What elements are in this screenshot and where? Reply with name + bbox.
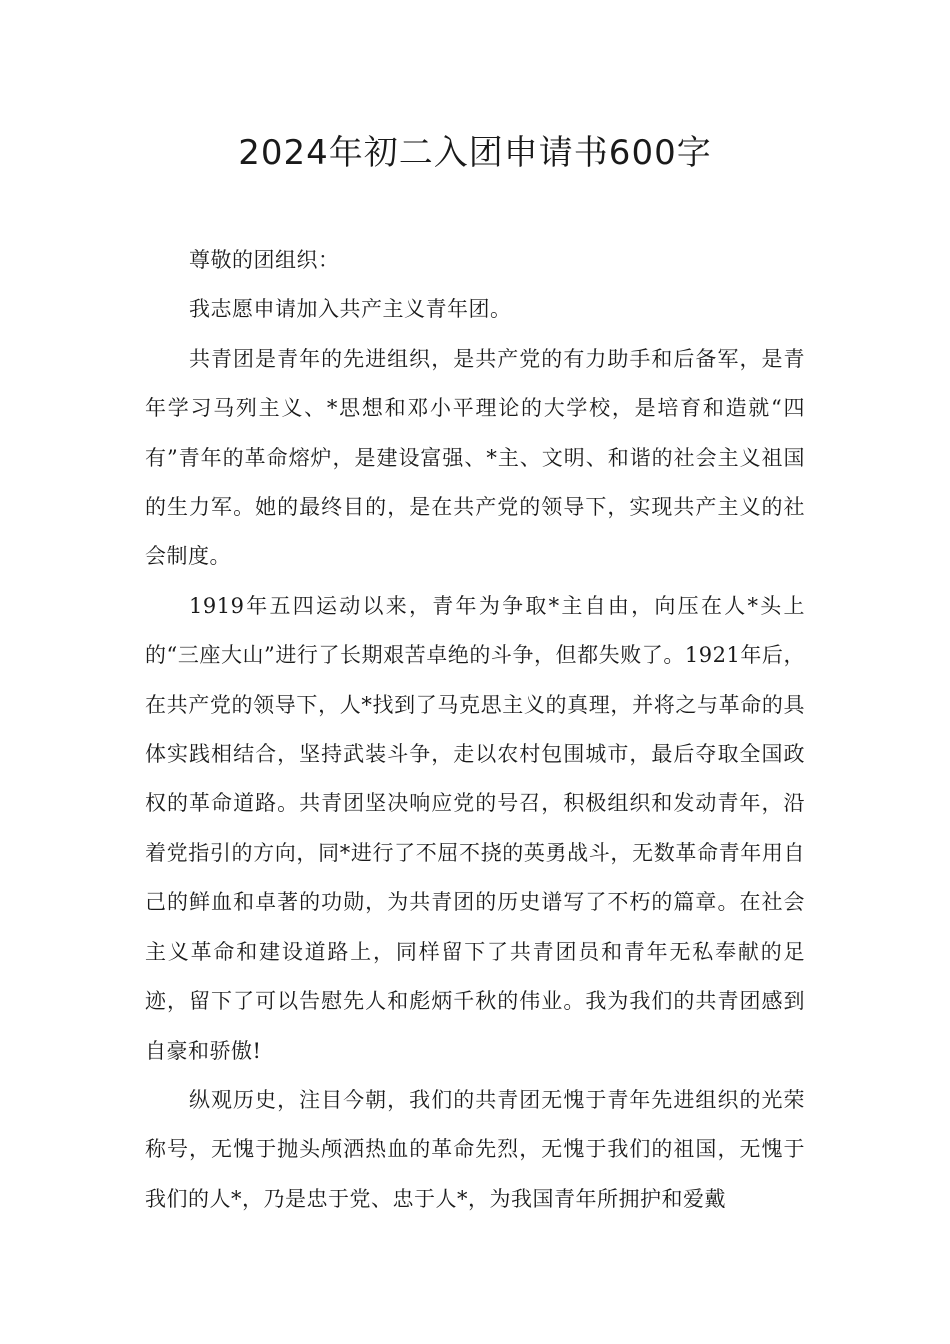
paragraph-present: 纵观历史，注目今朝，我们的共青团无愧于青年先进组织的光荣称号，无愧于抛头颅洒热血的革命先烈，无愧于我们的祖国，无愧于我们的人*，乃是忠于党、忠于人*，为我国青年所拥护和爱戴: [145, 1087, 805, 1211]
document-body: [145, 236, 805, 1224]
document-title: 2024年初二入团申请书600字: [238, 133, 712, 173]
salutation: 尊敬的团组织：: [189, 248, 340, 272]
paragraph-league-intro: 共青团是青年的先进组织，是共产党的有力助手和后备军，是青年学习马列主义、*思想和邓小平理论的大学校，是培育和造就“四有”青年的革命熔炉，是建设富强、*主、文明、和谐的社会主义祖国的生力军。她的最终目的，是在共产党的领导下，实现共产主义的社会制度。: [145, 346, 805, 569]
paragraph-application: 我志愿申请加入共产主义青年团。: [189, 297, 512, 322]
paragraph-history: 1919年五四运动以来，青年为争取*主自由，向压在人*头上的“三座大山”进行了长期艰苦卓绝的斗争，但都失败了。1921年后，在共产党的领导下，人*找到了马克思主义的真理，并将之与革命的具体实践相结合，坚持武装斗争，走以农村包围城市，最后夺取全国政权的革命道路。共青团坚决响应党的号召，积极组织和发动青年，沿着党指引的方向，同*进行了不屈不挠的英勇战斗，无数革命青年用自己的鲜血和卓著的功勋，为共青团的历史谱写了不朽的篇章。在社会主义革命和建设道路上，同样留下了共青团员和青年无私奉献的足迹，留下了可以告慰先人和彪炳千秋的伟业。我为我们的共青团感到自豪和骄傲!: [145, 593, 805, 1063]
